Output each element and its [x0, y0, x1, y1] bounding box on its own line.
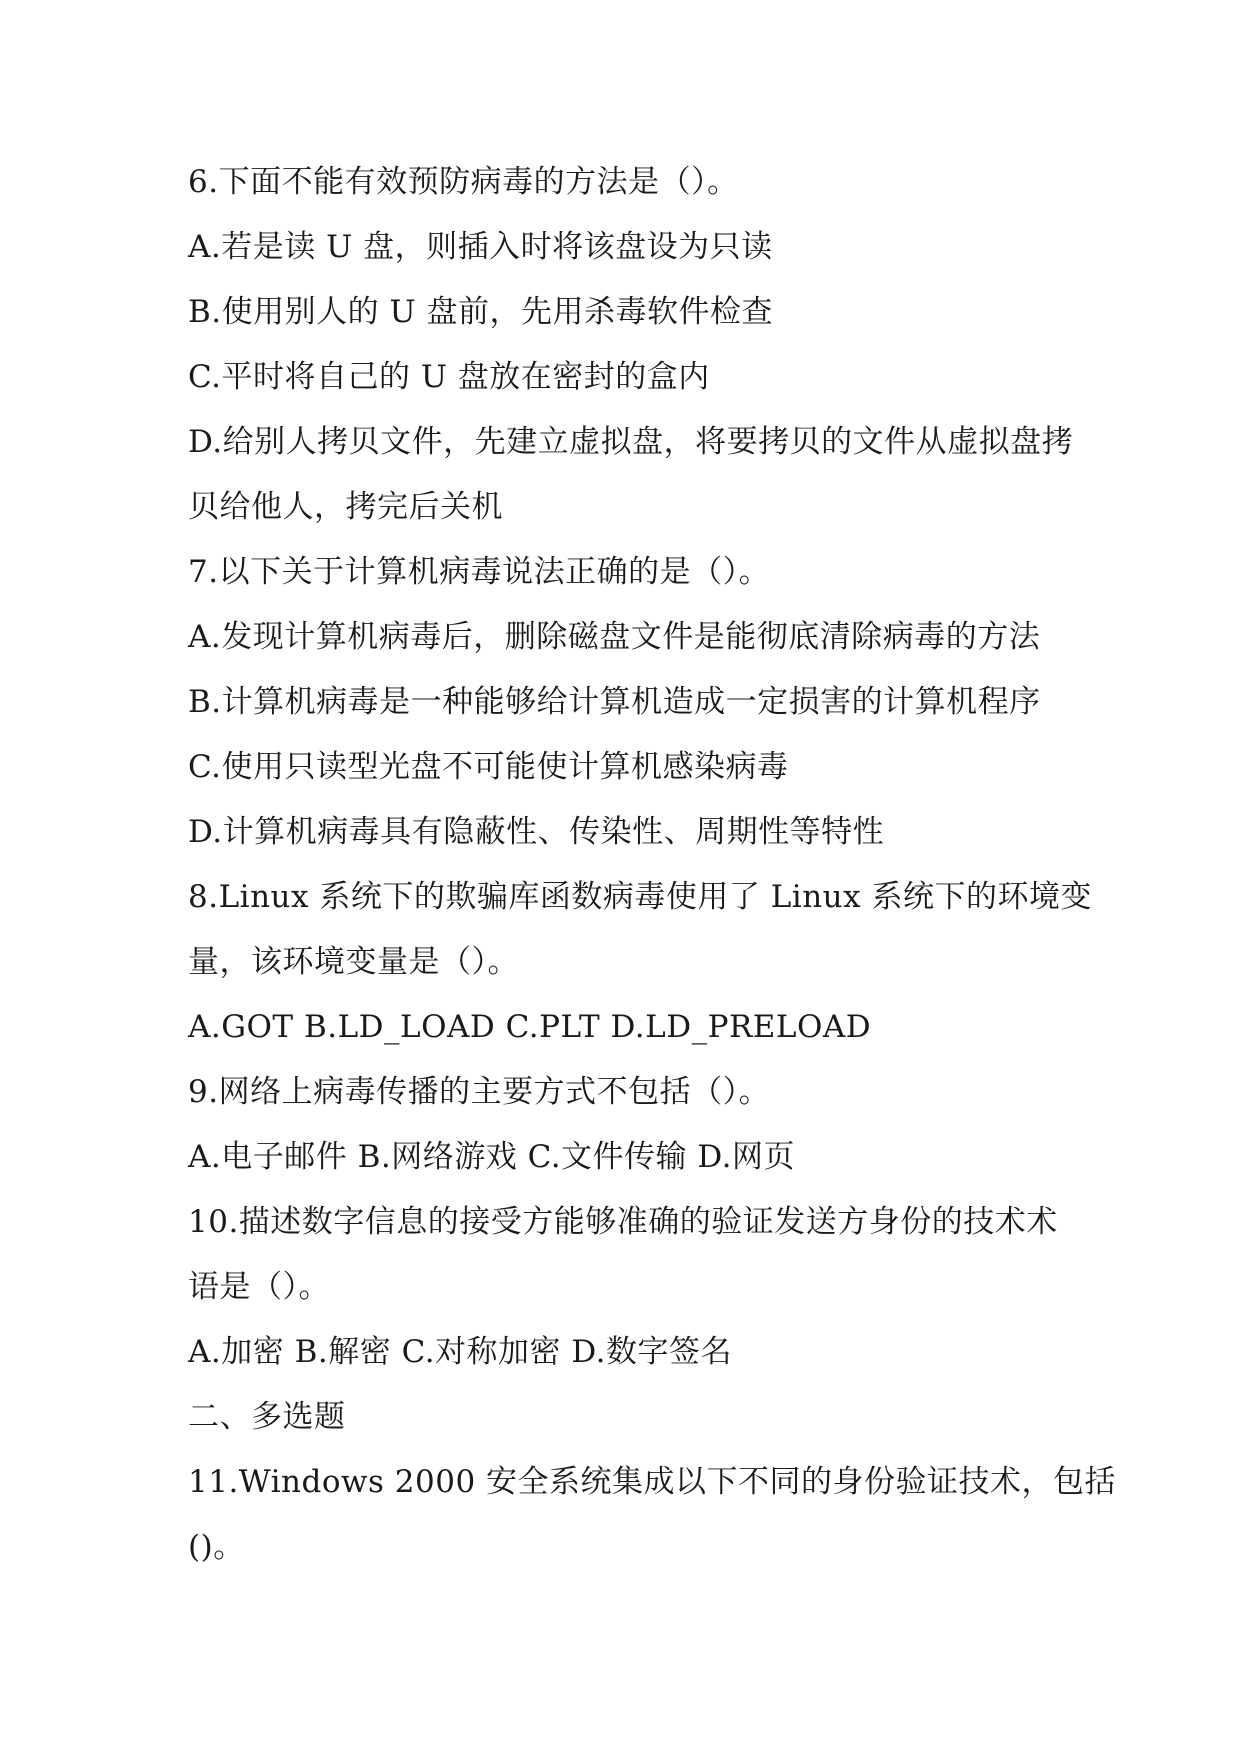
question-7-option-c: C.使用只读型光盘不可能使计算机感染病毒: [188, 749, 789, 785]
question-6-option-a: A.若是读 U 盘，则插入时将该盘设为只读: [188, 229, 773, 265]
question-9-options: A.电子邮件 B.网络游戏 C.文件传输 D.网页: [188, 1139, 796, 1175]
question-8-options: A.GOT B.LD_LOAD C.PLT D.LD_PRELOAD: [188, 1009, 872, 1045]
question-11-text-continued: ()。: [188, 1529, 245, 1565]
question-6-option-d-continued: 贝给他人，拷完后关机: [188, 489, 503, 525]
question-11-text: 11.Windows 2000 安全系统集成以下不同的身份验证技术，包括: [188, 1464, 1117, 1500]
question-7-text: 7.以下关于计算机病毒说法正确的是（）。: [188, 554, 771, 590]
question-7-option-d: D.计算机病毒具有隐蔽性、传染性、周期性等特性: [188, 814, 885, 850]
question-10-text-continued: 语是（）。: [188, 1269, 330, 1305]
question-7-option-a: A.发现计算机病毒后，删除磁盘文件是能彻底清除病毒的方法: [188, 619, 1041, 655]
question-6-option-d: D.给别人拷贝文件，先建立虚拟盘，将要拷贝的文件从虚拟盘拷: [188, 424, 1074, 460]
question-10-text: 10.描述数字信息的接受方能够准确的验证发送方身份的技术术: [188, 1204, 1058, 1240]
question-7-option-b: B.计算机病毒是一种能够给计算机造成一定损害的计算机程序: [188, 684, 1041, 720]
question-8-text-continued: 量，该环境变量是（）。: [188, 944, 519, 980]
question-10-options: A.加密 B.解密 C.对称加密 D.数字签名: [188, 1334, 733, 1370]
question-8-text: 8.Linux 系统下的欺骗库函数病毒使用了 Linux 系统下的环境变: [188, 879, 1092, 915]
document-body: [188, 150, 1117, 1580]
question-9-text: 9.网络上病毒传播的主要方式不包括（）。: [188, 1074, 771, 1110]
question-6-option-b: B.使用别人的 U 盘前，先用杀毒软件检查: [188, 294, 773, 330]
section-heading-multiple-choice: 二、多选题: [188, 1399, 346, 1435]
question-6-option-c: C.平时将自己的 U 盘放在密封的盒内: [188, 359, 710, 395]
question-6-text: 6.下面不能有效预防病毒的方法是（）。: [188, 164, 739, 200]
